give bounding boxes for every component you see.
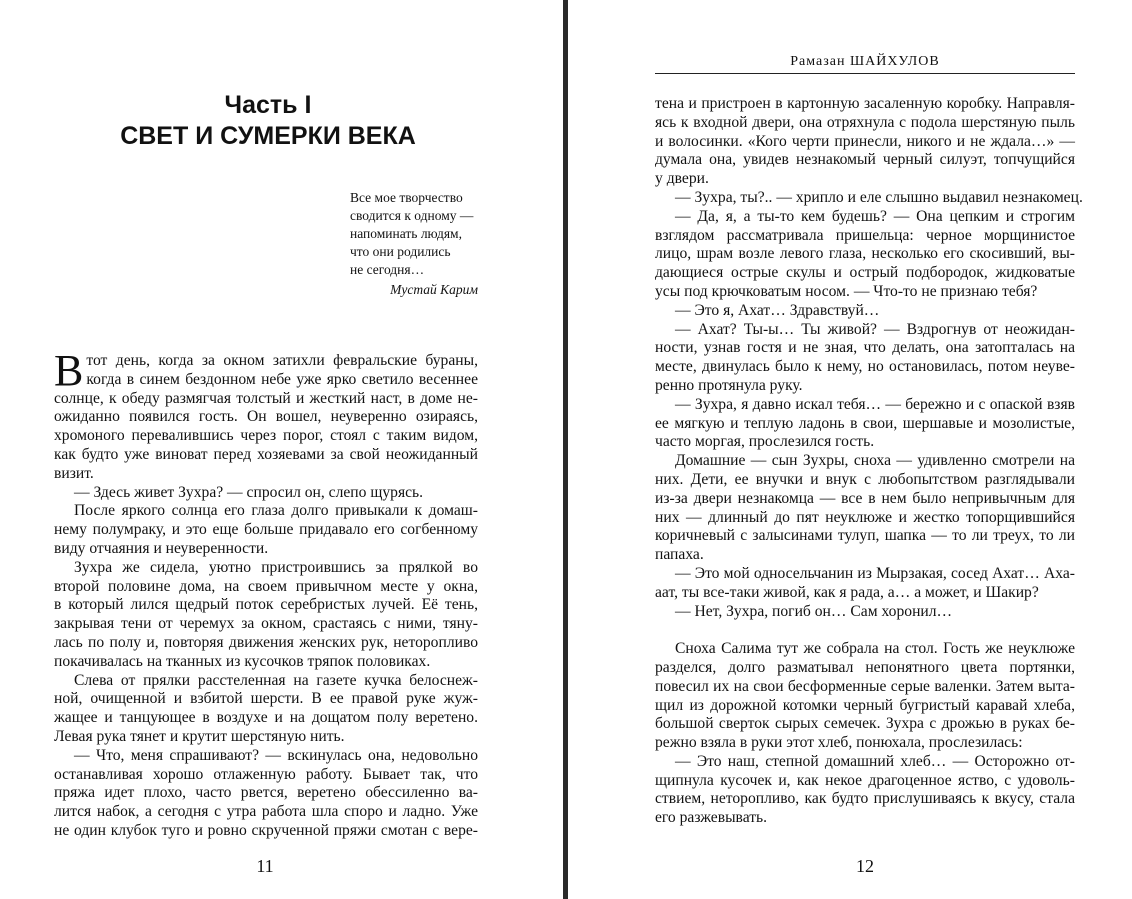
right-lines: [655, 95, 1083, 828]
text-line: Домашние — сын Зухры, сноха — удивленно смотрели на: [675, 452, 1075, 470]
text-line: Сноха Салима тут же собрала на стол. Гость же неуклюже: [675, 640, 1075, 658]
text-line: покачивалась на тканных из кусочков тряпок половиках.: [54, 652, 431, 670]
text-line: виду отчаяния и неуверенности.: [54, 539, 269, 557]
running-head-rule: [655, 73, 1075, 74]
left-body-text: [54, 346, 478, 841]
text-line: когда в синем бездонном небе уже ярко светило весеннее: [86, 370, 478, 388]
text-line: дающиеся острые скулы и острый подбородок, жидковатые: [655, 264, 1075, 282]
text-line: месте, двинулась было к нему, но остановилась, потом неуве-: [655, 358, 1075, 376]
text-line: — Зухра, ты?.. — хрипло и еле слышно выдавил незнакомец.: [675, 188, 1083, 206]
text-line: аат, ты все-таки живой, как я рада, а… а может, и Шакир?: [655, 583, 1039, 601]
text-line: — Ахат? Ты-ы… Ты живой? — Вздрогнув от неожидан-: [675, 320, 1075, 338]
text-line: папаха.: [655, 546, 704, 564]
text-line: щипнула кусочек и, как некое драгоценное яство, с удоволь-: [655, 771, 1075, 789]
text-line: нему полумраку, и это еще больше придавало его согбенному: [54, 521, 478, 539]
text-line: — Да, я, а ты-то кем будешь? — Она цепким и строгим: [675, 207, 1075, 225]
drop-cap: В: [54, 346, 84, 395]
text-line: разделся, долго разматывал непонятного цвета портянки,: [655, 658, 1075, 676]
text-line: большой сверток сырых семечек. Зухра с дрожью в руках бе-: [655, 715, 1075, 733]
text-line: жащее и танцующее в воздухе и на дощатом полу веретено.: [54, 709, 478, 727]
text-line: второй половине дома, на своем привычном месте у окна,: [54, 577, 478, 595]
text-line: как будто уже виноват перед хозяевами за свой неожиданный: [54, 445, 478, 463]
page-number-left: 11: [256, 856, 274, 876]
text-line: повесил их на свои бесформенные серые валенки. Затем выта-: [655, 677, 1075, 695]
text-line: ее мягкую и теплую ладонь в свои, шершавые и мозолистые,: [655, 414, 1075, 432]
epigraph-author: Мустай Карим: [390, 282, 478, 297]
epigraph-text: [350, 189, 478, 279]
text-line: После яркого солнца его глаза долго привыкали к домаш-: [74, 502, 478, 520]
text-line: из-за двери незнакомца — все в нем было непривычным для: [655, 489, 1075, 507]
text-line: усы под крючковатым носом. — Что-то не признаю тебя?: [655, 282, 1038, 300]
text-line: тена и пристроен в картонную засаленную коробку. Направля-: [655, 95, 1075, 112]
part-heading: [60, 90, 476, 152]
epigraph-line: сводится к одному —: [350, 208, 474, 223]
text-line: останавливая хорошо отлаженную работу. Бывает так, что: [54, 765, 478, 783]
text-line: лась по полу и, повторяя движения женских рук, неторопливо: [54, 633, 478, 651]
right-page: [569, 0, 1132, 899]
epigraph: [350, 189, 478, 299]
text-line: часто моргая, прослезился гость.: [655, 433, 875, 451]
epigraph-line: напоминать людям,: [350, 226, 462, 241]
epigraph-line: Все мое творчество: [350, 190, 463, 205]
opening-paragraph: [54, 346, 478, 395]
text-line: ожиданно появился гость. Он вошел, неуверенно озираясь,: [54, 408, 478, 426]
text-line: визит.: [54, 464, 94, 482]
text-line: лится набок, а сегодня с утра работа шла споро и ладно. Уже: [54, 803, 478, 821]
left-page: [0, 0, 563, 899]
text-line: тот день, когда за окном затихли февральские бураны,: [86, 352, 478, 369]
opening-lines: [54, 346, 478, 395]
part-title: СВЕТ И СУМЕРКИ ВЕКА: [120, 122, 416, 150]
text-line: у двери.: [655, 170, 709, 188]
text-line: них — длинный до пят неуклюже и жестко топорщившийся: [655, 508, 1075, 526]
text-line: ствием, неторопливо, как будто прислушиваясь к вкусу, стала: [655, 790, 1075, 808]
text-line: — Это я, Ахат… Здравствуй…: [675, 301, 880, 319]
text-line: — Зухра, я давно искал тебя… — бережно и с опаской взяв: [675, 395, 1075, 413]
book-gutter: [563, 0, 568, 899]
text-line: его разжевывать.: [655, 809, 768, 827]
text-line: щил из дорожной котомки черный бугристый каравай хлеба,: [655, 696, 1075, 714]
text-line: не один клубок туго и ровно скрученной пряжи смотан с вере-: [54, 821, 478, 839]
text-line: — Нет, Зухра, погиб он… Сам хоронил…: [675, 602, 953, 620]
page-number-right: 12: [856, 856, 874, 876]
text-line: режно взяла в руки этот хлеб, понюхала, прослезилась:: [655, 734, 1023, 752]
running-head: Рамазан ШАЙХУЛОВ: [790, 54, 940, 69]
text-line: коричневый с залысинами тулуп, шапка — то ли треух, то ли: [655, 527, 1075, 545]
text-line: них. Дети, ее внучки и внук с любопытством разглядывали: [655, 470, 1075, 488]
text-line: пряжа идет плохо, часто рвется, веретено обессиленно ва-: [54, 784, 478, 802]
epigraph-line: не сегодня…: [350, 262, 425, 277]
text-line: — Что, меня спрашивают? — вскинулась она, недовольно: [74, 746, 478, 764]
text-line: в который лился щедрый поток серебристых лучей. Её тень,: [54, 596, 478, 614]
text-line: хромоного перевалившись через порог, стоял с таким видом,: [54, 427, 478, 445]
paragraph-gap: [655, 621, 1075, 640]
text-line: взглядом рассматривала пришельца: черное морщинистое: [655, 226, 1075, 244]
text-line: думала она, увидев незнакомый черный силуэт, топчущийся: [655, 151, 1075, 169]
epigraph-line: что они родились: [350, 244, 451, 259]
text-line: — Это мой односельчанин из Мырзакая, сосед Ахат… Аха-: [675, 564, 1075, 582]
text-line: ной, очищенной и взбитой шерсти. В ее правой руке жуж-: [54, 690, 478, 708]
text-line: ренно протянула руку.: [655, 376, 803, 394]
right-body-text: [655, 95, 1083, 828]
text-line: ности, узнав гостя и не зная, что делать, она затопталась на: [655, 339, 1075, 357]
part-label: Часть I: [224, 91, 312, 119]
text-line: и волосинки. «Кого черти принесли, никого и не ждала…» —: [655, 132, 1075, 150]
text-line: Слева от прялки расстеленная на газете кучка белоснеж-: [74, 671, 478, 689]
text-line: — Здесь живет Зухра? — спросил он, слепо щурясь.: [74, 483, 424, 501]
text-line: Левая рука тянет и крутит шерстяную нить.: [54, 727, 345, 745]
left-lines: [54, 390, 478, 841]
text-line: лицо, шрам возле левого глаза, несколько его скосивший, вы-: [655, 245, 1075, 263]
text-line: — Это наш, степной домашний хлеб… — Осторожно от-: [675, 752, 1075, 770]
text-line: Зухра же сидела, уютно пристроившись за прялкой во: [74, 558, 478, 576]
text-line: ясь к входной двери, она отряхнула с подола шерстяную пыль: [655, 113, 1075, 131]
text-line: солнце, к обеду размягчая толстый и жесткий наст, в доме не-: [54, 389, 478, 407]
text-line: закрывая тени от черемух за окном, срастаясь с ними, тяну-: [54, 615, 478, 633]
